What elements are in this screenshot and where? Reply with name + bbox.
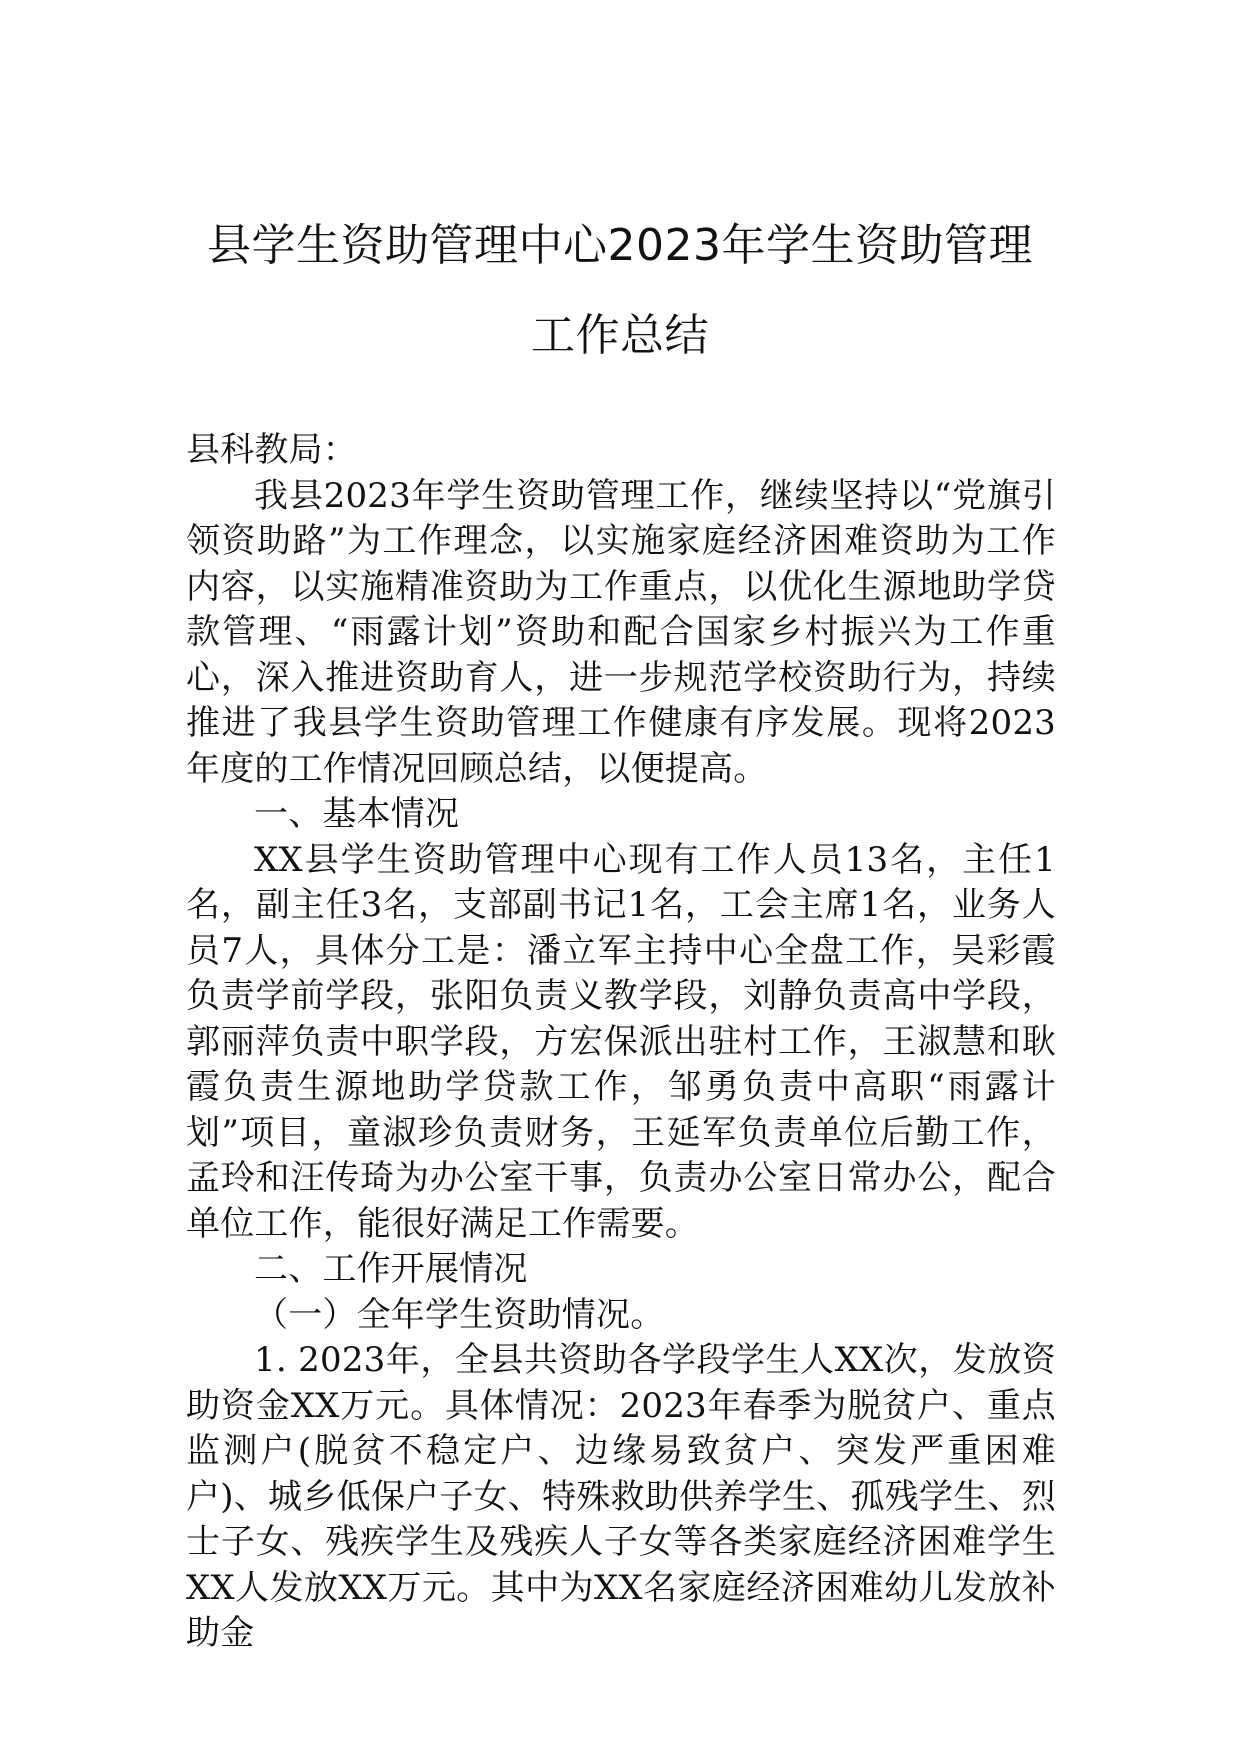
section-heading-work: 二、工作开展情况 — [254, 1249, 528, 1289]
intro-paragraph: 我县2023年学生资助管理工作，继续坚持以“党旗引领资助路”为工作理念，以实施家庭经济困难资助为工作内容，以实施精准资助为工作重点，以优化生源地助学贷款管理、“雨露计划”资助和配合国家乡村振兴为工作重心，深入推进资助育人，进一步规范学校资助行为，持续推进了我县学生资助管理工作健康有序发展。现将2023年度的工作情况回顾总结，以便提高。 — [186, 475, 1056, 789]
document-title-line-1: 县学生资助管理中心2023年学生资助管理 — [207, 220, 1033, 271]
section-heading-basic: 一、基本情况 — [254, 794, 460, 834]
subsection-heading-annual-aid: （一）全年学生资助情况。 — [254, 1294, 665, 1335]
document-body — [186, 428, 1056, 1657]
annual-aid-paragraph: 1. 2023年，全县共资助各学段学生人XX次，发放资助资金XX万元。具体情况：2023年春季为脱贫户、重点监测户(脱贫不稳定户、边缘易致贫户、突发严重困难户)、城乡低保户子女、特殊救助供养学生、孤残学生、烈士子女、残疾学生及残疾人子女等各类家庭经济困难学生XX人发放XX万元。其中为XX名家庭经济困难幼儿发放补助金 — [186, 1340, 1056, 1653]
salutation: 县科教局： — [186, 430, 357, 470]
basic-situation-paragraph: XX县学生资助管理中心现有工作人员13名，主任1名，副主任3名，支部副书记1名，工会主席1名，业务人员7人，具体分工是：潘立军主持中心全盘工作，吴彩霞负责学前学段，张阳负责义教学段，刘静负责高中学段，郭丽萍负责中职学段，方宏保派出驻村工作，王淑慧和耿霞负责生源地助学贷款工作，邹勇负责中高职“雨露计划”项目，童淑珍负责财务，王延军负责单位后勤工作，孟玲和汪传琦为办公室干事，负责办公室日常办公，配合单位工作，能很好满足工作需要。 — [186, 839, 1056, 1244]
document-title-line-2: 工作总结 — [531, 310, 709, 361]
